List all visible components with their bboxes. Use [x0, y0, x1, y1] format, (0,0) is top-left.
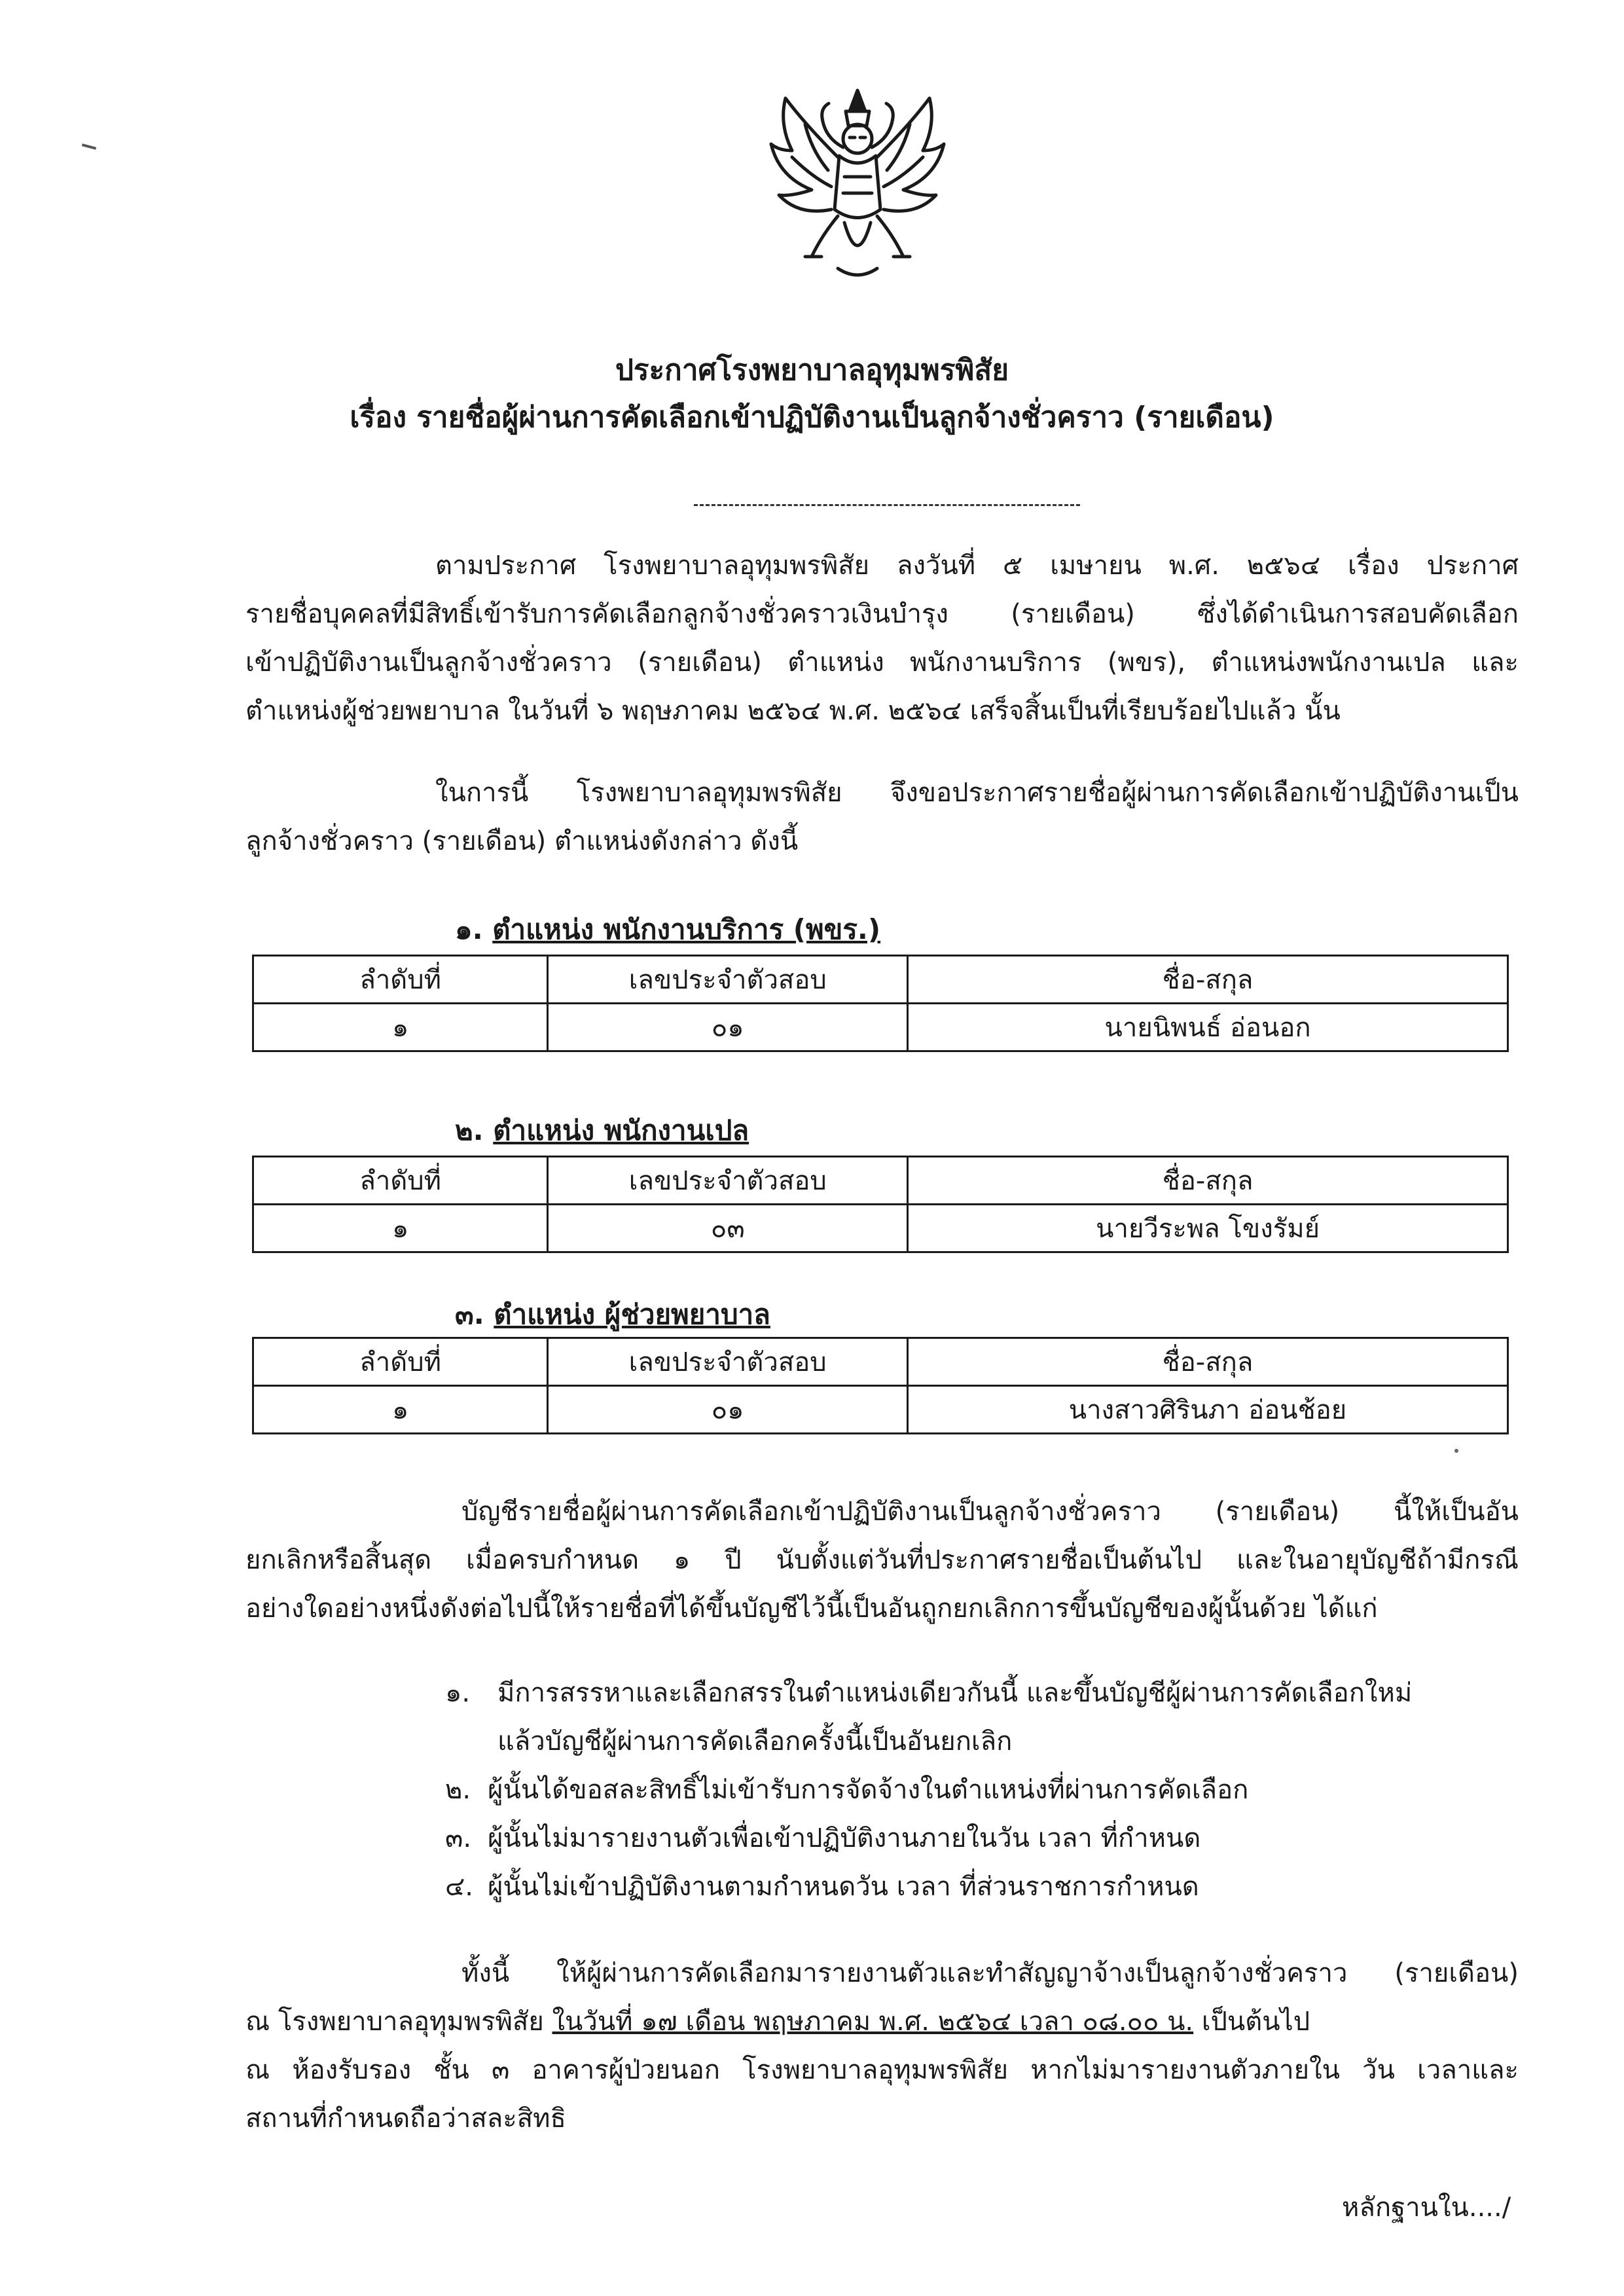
condition-2-text: ผู้นั้นได้ขอสละสิทธิ์ไม่เข้ารับการจัดจ้างในตำแหน่งที่ผ่านการคัดเลือก [488, 1775, 1249, 1805]
continued-marker: หลักฐานใน..../ [1342, 2193, 1511, 2223]
cell-name: นายนิพนธ์ อ่อนอก [908, 1004, 1508, 1051]
header-order: ลำดับที่ [253, 956, 548, 1004]
table-row [253, 1205, 1508, 1252]
cell-exam-no: ๐๑ [548, 1386, 908, 1434]
table-header-row [253, 956, 1508, 1004]
para2-line-1: ในการนี้ โรงพยาบาลอุทุมพรพิสัย จึงขอประกาศรายชื่อผู้ผ่านการคัดเลือกเข้าปฏิบัติงานเป็น [435, 778, 1519, 808]
section-2-title [455, 1114, 749, 1147]
para2-line-2: ลูกจ้างชั่วคราว (รายเดือน) ตำแหน่งดังกล่าว ดังนี้ [245, 826, 799, 856]
header-exam-no: เลขประจำตัวสอบ [548, 1157, 908, 1205]
cell-exam-no: ๐๓ [548, 1205, 908, 1252]
section-3-number: ๓. [455, 1298, 484, 1330]
title-divider [694, 504, 1080, 506]
header-name: ชื่อ-สกุล [907, 1338, 1507, 1386]
header-exam-no: เลขประจำตัวสอบ [548, 956, 908, 1004]
announcement-subject: เรื่อง รายชื่อผู้ผ่านการคัดเลือกเข้าปฏิบัติงานเป็นลูกจ้างชั่วคราว (รายเดือน) [350, 401, 1274, 434]
intro-line-4: ตำแหน่งผู้ช่วยพยาบาล ในวันที่ ๖ พฤษภาคม ๒๕๖๔ พ.ศ. ๒๕๖๔ เสร็จสิ้นเป็นที่เรียบร้อยไปแล้ว นั้น [245, 696, 1341, 726]
intro-line-1: ตามประกาศ โรงพยาบาลอุทุมพรพิสัย ลงวันที่ ๕ เมษายน พ.ศ. ๒๕๖๔ เรื่อง ประกาศ [435, 551, 1519, 581]
condition-1-text: มีการสรรหาและเลือกสรรในตำแหน่งเดียวกันนี้ และขึ้นบัญชีผู้ผ่านการคัดเลือกใหม่ [497, 1678, 1413, 1708]
closing-line-3: ณ ห้องรับรอง ชั้น ๓ อาคารผู้ป่วยนอก โรงพยาบาลอุทุมพรพิสัย หากไม่มารายงานตัวภายใน วัน เวลาและ [245, 2055, 1519, 2085]
condition-2-number: ๒. [445, 1775, 471, 1805]
closing-line-4: สถานที่กำหนดถือว่าสละสิทธิ [245, 2104, 566, 2134]
closing-line-1: ทั้งนี้ ให้ผู้ผ่านการคัดเลือกมารายงานตัวและทำสัญญาจ้างเป็นลูกจ้างชั่วคราว (รายเดือน) [461, 1958, 1519, 1988]
section-1-position: ตำแหน่ง พนักงานบริการ (พขร.) [492, 913, 881, 945]
scan-mark [82, 143, 96, 150]
intro-line-3: เข้าปฏิบัติงานเป็นลูกจ้างชั่วคราว (รายเดือน) ตำแหน่ง พนักงานบริการ (พขร), ตำแหน่งพนักงานเปล และ [245, 647, 1519, 678]
table-header-row [253, 1157, 1508, 1205]
cell-exam-no: ๐๑ [548, 1004, 908, 1051]
condition-1-number: ๑. [445, 1678, 471, 1708]
closing-report-date: ในวันที่ ๑๗ เดือน พฤษภาคม พ.ศ. ๒๕๖๔ เวลา ๐๘.๐๐ น. [552, 2007, 1194, 2037]
section-1-table [252, 955, 1509, 1052]
section-1-number: ๑. [455, 913, 483, 945]
scan-mark [1454, 1449, 1458, 1453]
section-2-number: ๒. [455, 1114, 484, 1146]
announcement-title: ประกาศโรงพยาบาลอุทุมพรพิสัย [615, 354, 1009, 387]
condition-4-number: ๔. [445, 1872, 473, 1902]
list-para-line-1: บัญชีรายชื่อผู้ผ่านการคัดเลือกเข้าปฏิบัติงานเป็นลูกจ้างชั่วคราว (รายเดือน) นี้ให้เป็นอัน [461, 1497, 1519, 1527]
list-para-line-2: ยกเลิกหรือสิ้นสุด เมื่อครบกำหนด ๑ ปี นับตั้งแต่วันที่ประกาศรายชื่อเป็นต้นไป และในอายุบัญชีถ้ามีกรณี [245, 1545, 1519, 1575]
header-name: ชื่อ-สกุล [908, 956, 1508, 1004]
table-header-row [253, 1338, 1508, 1386]
section-1-title [455, 913, 880, 946]
section-3-title [455, 1298, 770, 1331]
section-2-table [252, 1156, 1509, 1253]
condition-4-text: ผู้นั้นไม่เข้าปฏิบัติงานตามกำหนดวัน เวลา ที่ส่วนราชการกำหนด [488, 1872, 1199, 1902]
cell-name: นายวีระพล โขงรัมย์ [908, 1205, 1508, 1252]
header-order: ลำดับที่ [253, 1338, 548, 1386]
section-3-position: ตำแหน่ง ผู้ช่วยพยาบาล [494, 1298, 770, 1330]
list-para-line-3: อย่างใดอย่างหนึ่งดังต่อไปนี้ให้รายชื่อที่ได้ขึ้นบัญชีไว้นี้เป็นอันถูกยกเลิกการขึ้นบัญชีของผู้นั้นด้วย ได้แก่ [245, 1594, 1378, 1624]
section-3-table [252, 1337, 1509, 1434]
cell-order: ๑ [253, 1205, 548, 1252]
garuda-emblem-icon [766, 85, 949, 288]
closing-onwards: เป็นต้นไป [1193, 2007, 1310, 2037]
table-row [253, 1004, 1508, 1051]
intro-line-2: รายชื่อบุคคลที่มีสิทธิ์เข้ารับการคัดเลือกลูกจ้างชั่วคราวเงินบำรุง (รายเดือน) ซึ่งได้ดำเนินการสอบคัดเลือก [245, 599, 1519, 629]
cell-order: ๑ [253, 1004, 548, 1051]
closing-location: ณ โรงพยาบาลอุทุมพรพิสัย [245, 2007, 552, 2037]
cell-order: ๑ [253, 1386, 548, 1434]
table-row [253, 1386, 1508, 1434]
closing-line-2 [245, 2006, 1519, 2037]
header-name: ชื่อ-สกุล [908, 1157, 1508, 1205]
header-exam-no: เลขประจำตัวสอบ [548, 1338, 908, 1386]
section-2-position: ตำแหน่ง พนักงานเปล [493, 1114, 749, 1146]
condition-3-number: ๓. [445, 1823, 472, 1853]
condition-3-text: ผู้นั้นไม่มารายงานตัวเพื่อเข้าปฏิบัติงานภายในวัน เวลา ที่กำหนด [488, 1823, 1201, 1853]
header-order: ลำดับที่ [253, 1157, 548, 1205]
cell-name: นางสาวศิรินภา อ่อนช้อย [907, 1386, 1507, 1434]
condition-1-continued: แล้วบัญชีผู้ผ่านการคัดเลือกครั้งนี้เป็นอันยกเลิก [497, 1726, 1013, 1757]
